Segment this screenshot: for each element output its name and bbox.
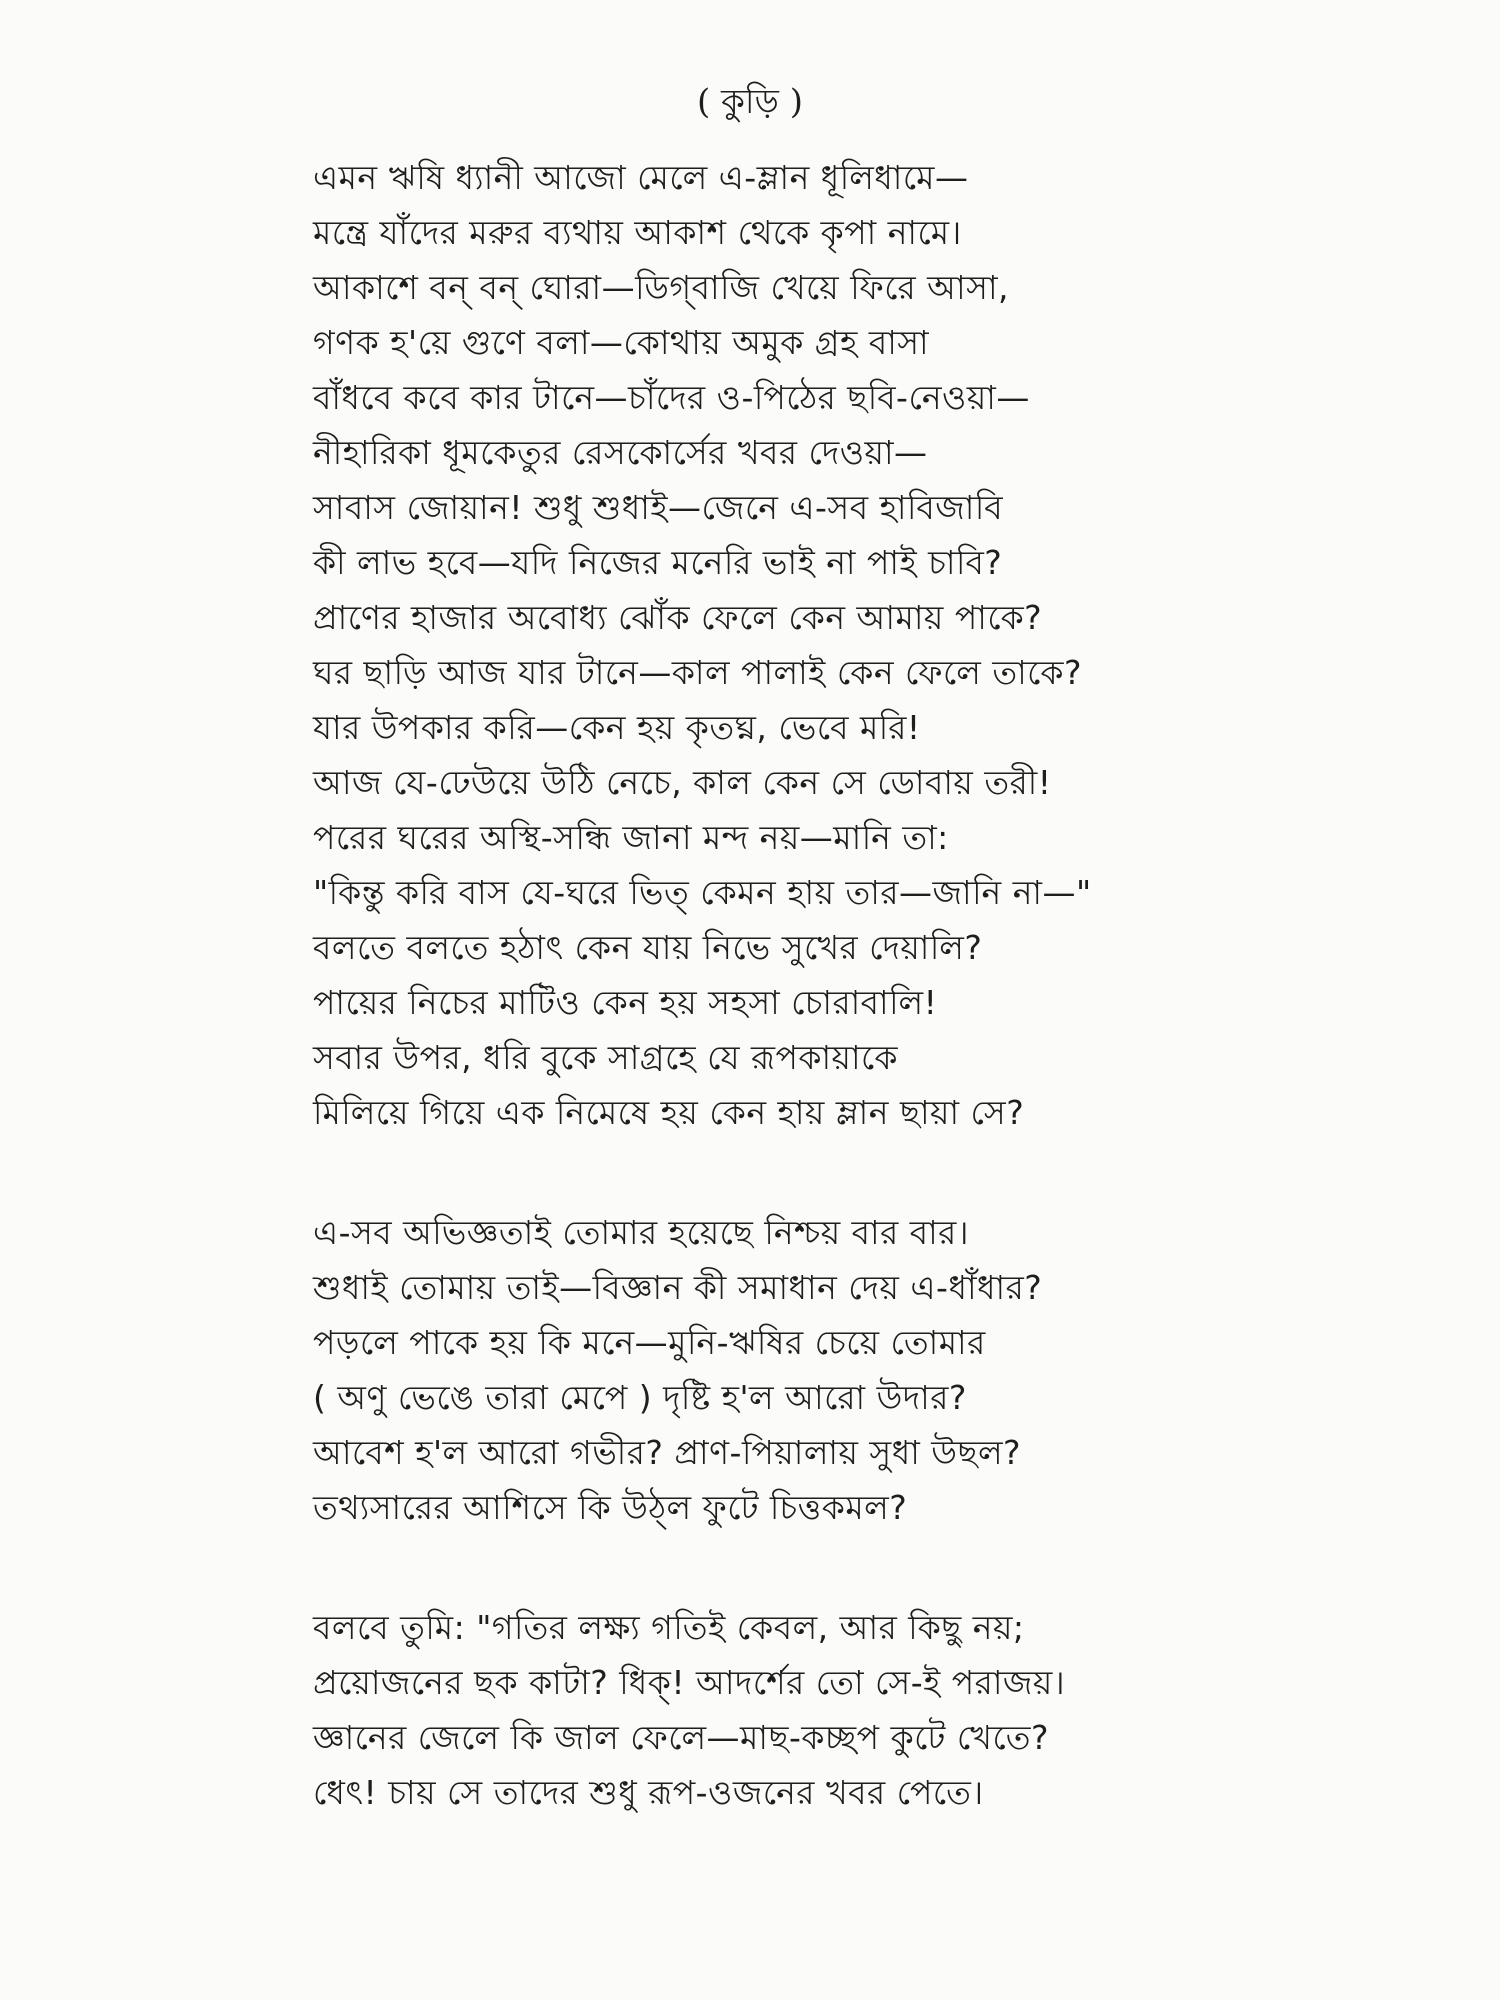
poem-line: আকাশে বন্ বন্ ঘোরা—ডিগ্‌বাজি খেয়ে ফিরে আসা, xyxy=(313,268,1010,307)
poem-line: মিলিয়ে গিয়ে এক নিমেষে হয় কেন হায় ম্লান ছায়া সে? xyxy=(313,1093,1025,1132)
poem-line: পড়লে পাকে হয় কি মনে—মুনি-ঋষির চেয়ে তোমার xyxy=(313,1323,986,1362)
poem-line: আবেশ হ'ল আরো গভীর? প্রাণ-পিয়ালায় সুধা উছল? xyxy=(313,1433,1022,1472)
poem-line: কী লাভ হবে—যদি নিজের মনেরি ভাই না পাই চাবি? xyxy=(313,543,1003,582)
poem-line: নীহারিকা ধূমকেতুর রেসকোর্সের খবর দেওয়া— xyxy=(313,433,928,472)
poem-line: বলতে বলতে হঠাৎ কেন যায় নিভে সুখের দেয়ালি? xyxy=(313,928,983,967)
poem-line: পায়ের নিচের মাটিও কেন হয় সহসা চোরাবালি! xyxy=(313,983,938,1022)
poem-line: ( অণু ভেঙে তারা মেপে ) দৃষ্টি হ'ল আরো উদার? xyxy=(313,1378,967,1417)
poem-section-heading: ( কুড়ি ) xyxy=(697,82,803,122)
poem-line: সবার উপর, ধরি বুকে সাগ্রহে যে রূপকায়াকে xyxy=(313,1038,898,1077)
poem-line: গণক হ'য়ে গুণে বলা—কোথায় অমুক গ্রহ বাসা xyxy=(313,323,930,362)
poem-line: শুধাই তোমায় তাই—বিজ্ঞান কী সমাধান দেয় এ-ধাঁধার? xyxy=(313,1268,1043,1307)
poem-line: পরের ঘরের অস্থি-সন্ধি জানা মন্দ নয়—মানি তা: xyxy=(313,818,949,857)
poem-line: ধেৎ! চায় সে তাদের শুধু রূপ-ওজনের খবর পেতে। xyxy=(313,1773,984,1812)
poem-line: সাবাস জোয়ান! শুধু শুধাই—জেনে এ-সব হাবিজাবি xyxy=(313,488,1004,527)
poem-line: প্রাণের হাজার অবোধ্য ঝোঁক ফেলে কেন আমায় পাকে? xyxy=(313,598,1043,637)
poem-line: প্রয়োজনের ছক কাটা? ধিক্! আদর্শের তো সে-ই পরাজয়। xyxy=(313,1663,1066,1702)
poem-line: ঘর ছাড়ি আজ যার টানে—কাল পালাই কেন ফেলে তাকে? xyxy=(313,653,1083,692)
poem-line: জ্ঞানের জেলে কি জাল ফেলে—মাছ-কচ্ছপ কুটে খেতে? xyxy=(313,1718,1049,1757)
poem-line: যার উপকার করি—কেন হয় কৃতঘ্ন, ভেবে মরি! xyxy=(313,708,921,747)
poem-line: আজ যে-ঢেউয়ে উঠি নেচে, কাল কেন সে ডোবায় তরী! xyxy=(313,763,1052,802)
poem-line: এ-সব অভিজ্ঞতাই তোমার হয়েছে নিশ্চয় বার বার। xyxy=(313,1213,970,1252)
poem-line: বলবে তুমি: "গতির লক্ষ্য গতিই কেবল, আর কিছু নয়; xyxy=(313,1608,1025,1647)
poem-line: এমন ঋষি ধ্যানী আজো মেলে এ-ম্লান ধূলিধামে— xyxy=(313,158,969,197)
poem-line: মন্ত্রে যাঁদের মরুর ব্যথায় আকাশ থেকে কৃপা নামে। xyxy=(313,213,962,252)
poem-line: তথ্যসারের আশিসে কি উঠ্‌ল ফুটে চিত্তকমল? xyxy=(313,1488,908,1527)
poem-line: "কিন্তু করি বাস যে-ঘরে ভিত্‌ কেমন হায় তার—জানি না—" xyxy=(313,873,1092,912)
poem-line: বাঁধবে কবে কার টানে—চাঁদের ও-পিঠের ছবি-নেওয়া— xyxy=(313,378,1030,417)
